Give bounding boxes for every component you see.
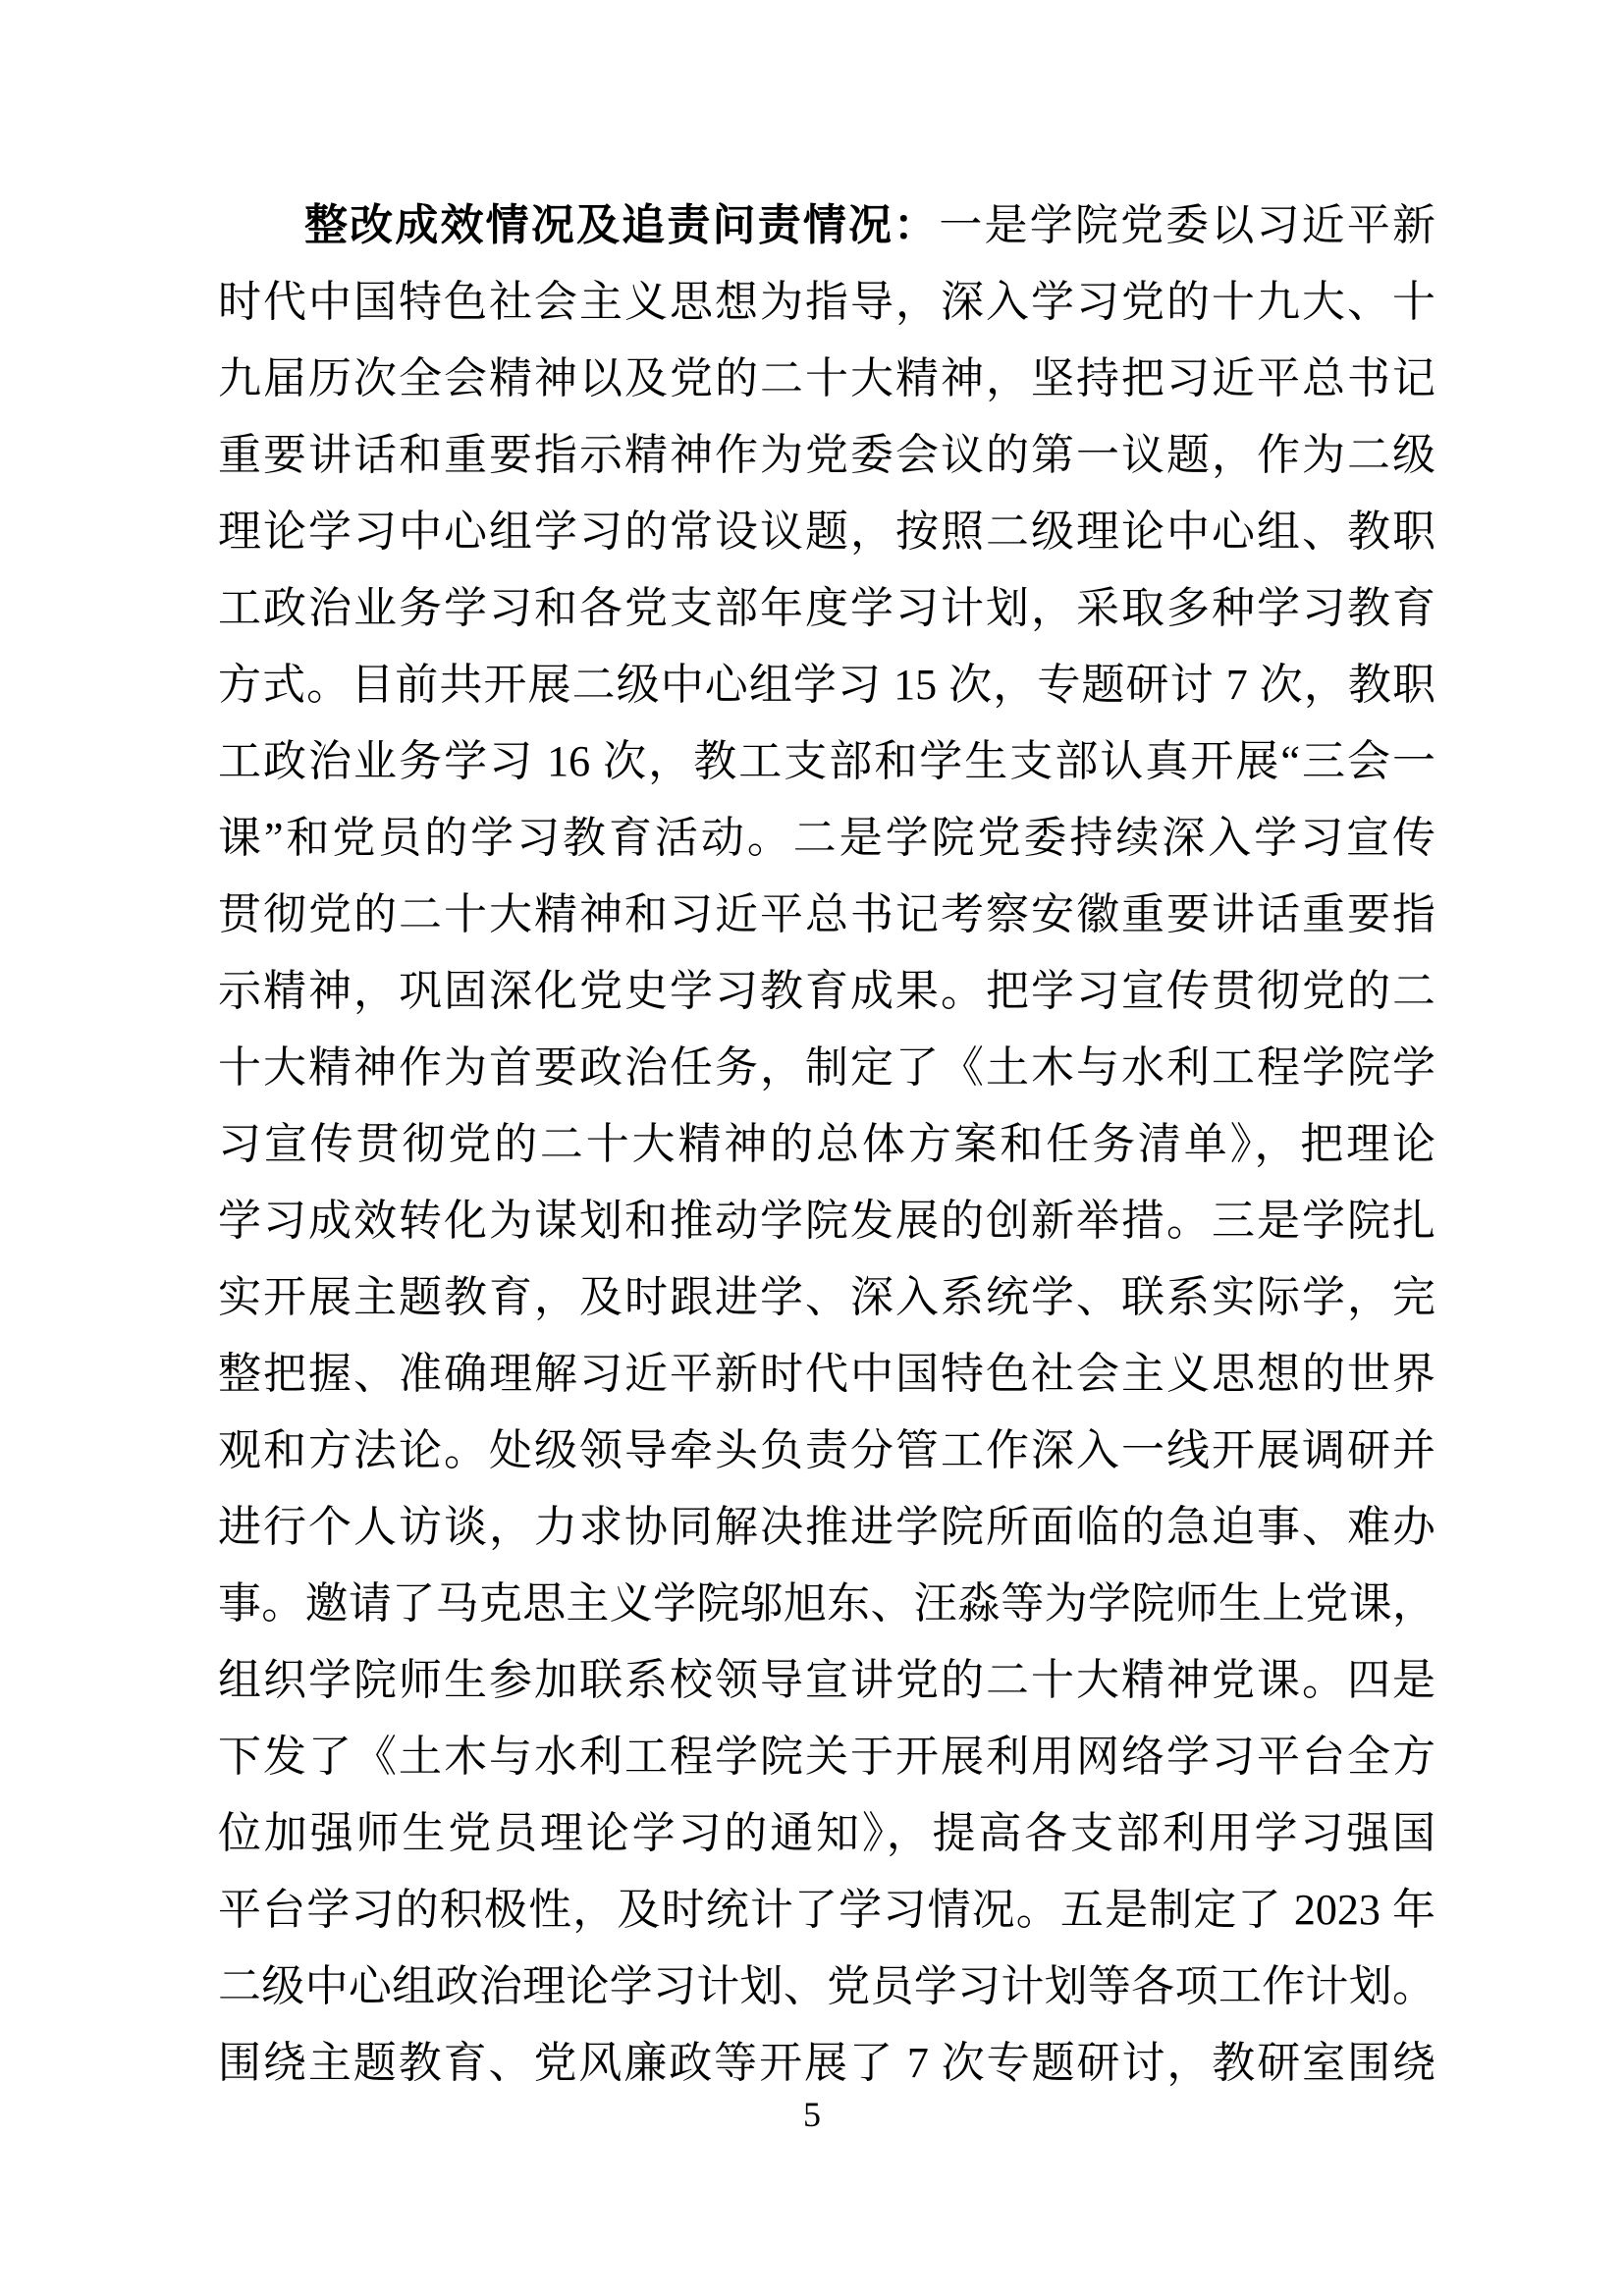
text-line: 贯彻党的二十大精神和习近平总书记考察安徽重要讲话重要指 [218, 890, 1435, 938]
text-line: 课”和党员的学习教育活动。二是学院党委持续深入学习宣传 [218, 814, 1435, 862]
text-line: 位加强师生党员理论学习的通知》，提高各支部利用学习强国 [218, 1809, 1435, 1857]
text-line: 围绕主题教育、党风廉政等开展了 7 次专题研讨，教研室围绕 [218, 2039, 1435, 2087]
text-line: 工政治业务学习 16 次，教工支部和学生支部认真开展“三会一 [218, 737, 1435, 785]
body-text [218, 187, 1435, 2102]
text-line: 二级中心组政治理论学习计划、党员学习计划等各项工作计划。 [218, 1962, 1435, 2010]
text-line: 十大精神作为首要政治任务，制定了《土木与水利工程学院学 [218, 1043, 1435, 1092]
text-line: 学习成效转化为谋划和推动学院发展的创新举措。三是学院扎 [218, 1197, 1435, 1245]
text-line: 实开展主题教育，及时跟进学、深入系统学、联系实际学，完 [218, 1273, 1435, 1321]
text-line: 整把握、准确理解习近平新时代中国特色社会主义思想的世界 [218, 1350, 1435, 1398]
paragraph-first-line [218, 187, 1435, 264]
text-line: 重要讲话和重要指示精神作为党委会议的第一议题，作为二级 [218, 431, 1435, 479]
text-line: 理论学习中心组学习的常设议题，按照二级理论中心组、教职 [218, 507, 1435, 556]
text-line: 观和方法论。处级领导牵头负责分管工作深入一线开展调研并 [218, 1426, 1435, 1474]
text-line: 组织学院师生参加联系校领导宣讲党的二十大精神党课。四是 [218, 1656, 1435, 1704]
text-line: 九届历次全会精神以及党的二十大精神，坚持把习近平总书记 [218, 354, 1435, 402]
text-line: 工政治业务学习和各党支部年度学习计划，采取多种学习教育 [218, 584, 1435, 632]
paragraph-heading: 整改成效情况及追责问责情况： [304, 201, 940, 249]
first-line-text: 一是学院党委以习近平新 [939, 201, 1435, 249]
text-line: 示精神，巩固深化党史学习教育成果。把学习宣传贯彻党的二 [218, 967, 1435, 1015]
text-line: 时代中国特色社会主义思想为指导，深入学习党的十九大、十 [218, 278, 1435, 326]
text-line: 事。邀请了马克思主义学院邬旭东、汪淼等为学院师生上党课， [218, 1579, 1435, 1628]
text-line: 下发了《土木与水利工程学院关于开展利用网络学习平台全方 [218, 1733, 1435, 1781]
text-line: 方式。目前共开展二级中心组学习 15 次，专题研讨 7 次，教职 [218, 661, 1435, 709]
text-line: 习宣传贯彻党的二十大精神的总体方案和任务清单》，把理论 [218, 1120, 1435, 1168]
page-number: 5 [803, 2095, 821, 2134]
text-line: 进行个人访谈，力求协同解决推进学院所面临的急迫事、难办 [218, 1503, 1435, 1551]
text-line: 平台学习的积极性，及时统计了学习情况。五是制定了 2023 年 [218, 1886, 1435, 1934]
